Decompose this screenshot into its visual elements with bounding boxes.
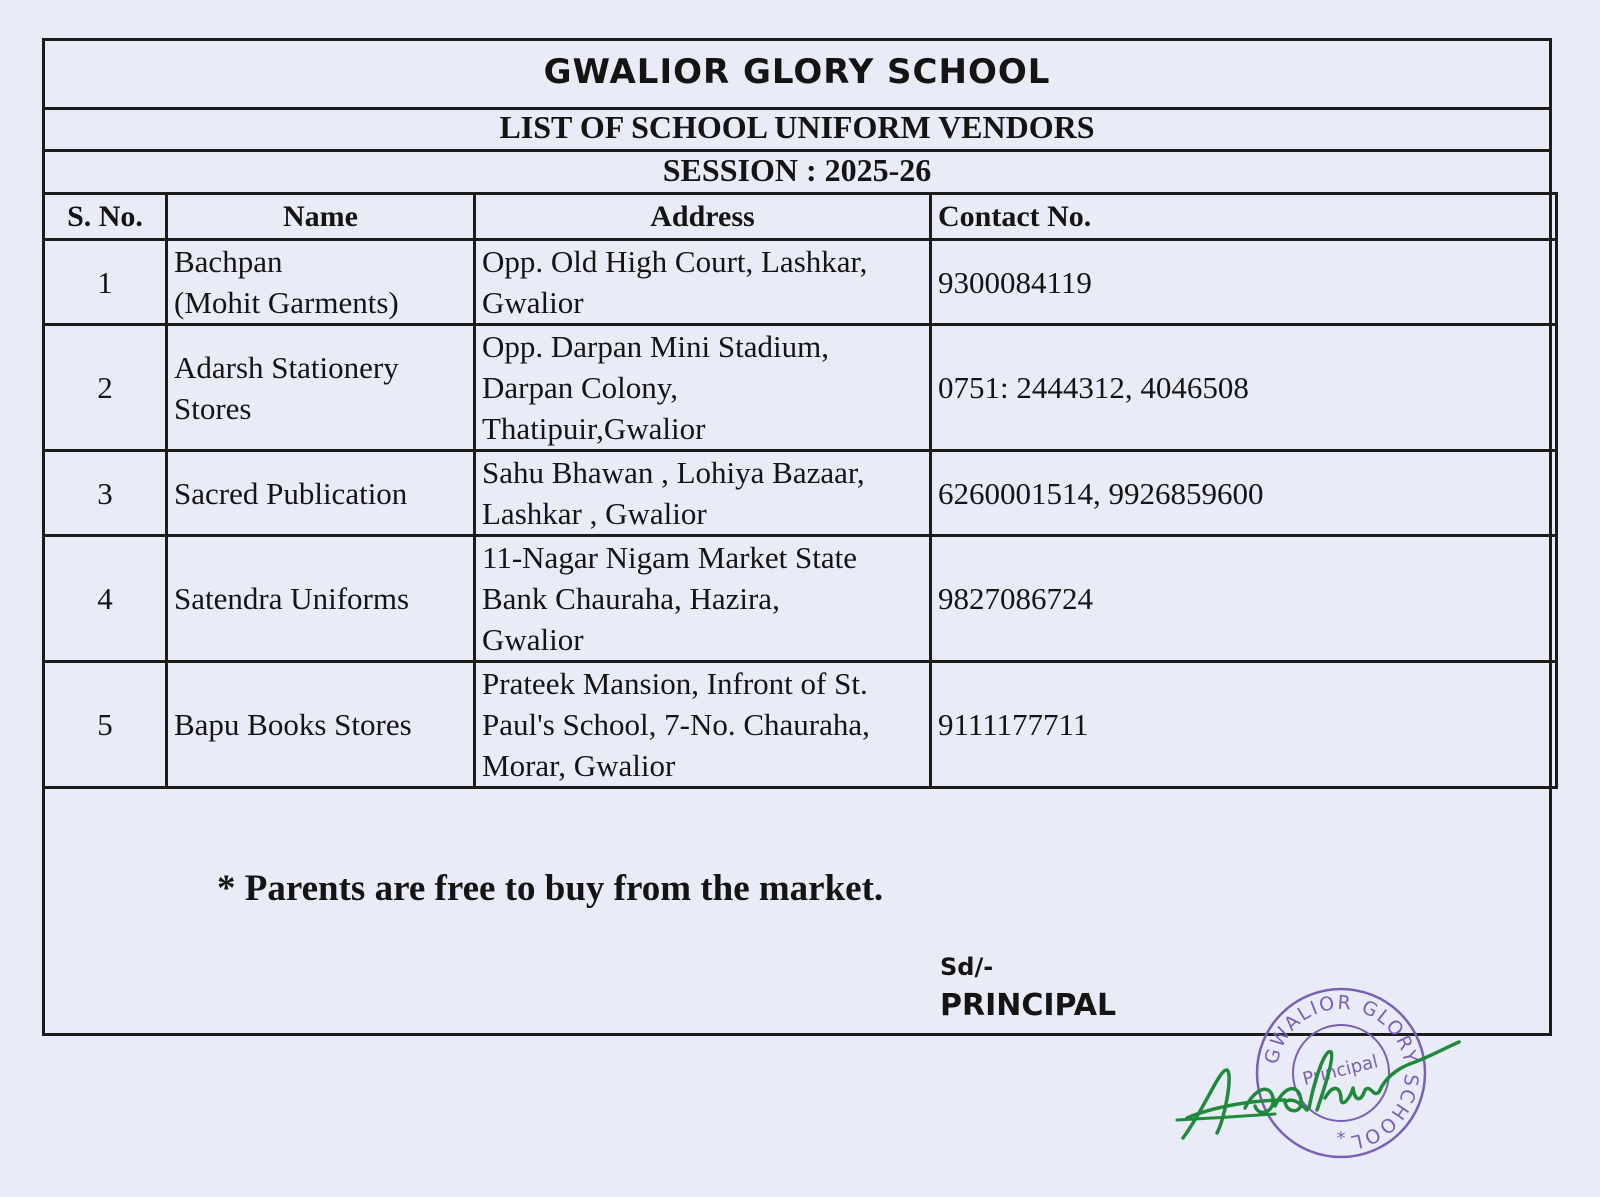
name-line: Sacred Publication [174,475,408,511]
column-header-address: Address [475,194,931,240]
address-line: 11-Nagar Nigam Market State [482,540,858,575]
address-cell [475,325,931,451]
session-label: SESSION : 2025-26 [45,149,1549,195]
signature-stroke [1183,1042,1459,1138]
column-header-name: Name [167,194,475,240]
name-cell [167,451,475,536]
table-row [44,536,1557,662]
table-row [44,240,1557,325]
name-line: Bachpan [174,244,283,279]
vendors-table [42,192,1558,789]
address-line: Darpan Colony, [482,370,679,405]
contact-cell: 6260001514, 9926859600 [931,451,1557,536]
address-line: Prateek Mansion, Infront of St. [482,666,868,701]
address-line: Sahu Bhawan , Lohiya Bazaar, [482,455,865,490]
name-line: (Mohit Garments) [174,285,399,320]
table-row [44,451,1557,536]
address-line: Paul's School, 7-No. Chauraha, [482,707,870,742]
footer-note: * Parents are free to buy from the market. [217,868,884,909]
name-line: Satendra Uniforms [174,581,410,616]
name-cell [167,240,475,325]
stamp-ring-textpath: GWALIOR GLORY SCHOOL [1260,991,1423,1154]
address-line: Lashkar , Gwalior [482,496,707,531]
vendor-list-sheet [42,38,1552,1036]
name-line: Adarsh Stationery [174,349,399,385]
stamp-center-text: Principal [1300,1051,1381,1091]
table-row [44,325,1557,451]
column-header-contact: Contact No. [931,194,1557,240]
contact-cell: 0751: 2444312, 4046508 [931,325,1557,451]
address-line: Gwalior [482,285,584,320]
sno-cell: 2 [44,325,167,451]
address-line: Gwalior [482,622,584,657]
table-header-row [44,194,1557,240]
address-cell [475,536,931,662]
name-line: Stores [174,390,252,426]
address-cell [475,240,931,325]
contact-cell: 9300084119 [931,240,1557,325]
address-line: Opp. Darpan Mini Stadium, [482,329,829,364]
column-header-sno: S. No. [44,194,167,240]
address-line: Thatipuir,Gwalior [482,411,706,446]
name-cell [167,325,475,451]
address-line: Morar, Gwalior [482,748,676,783]
table-row [44,662,1557,788]
name-line: Bapu Books Stores [174,707,412,742]
sno-cell: 1 [44,240,167,325]
sno-cell: 5 [44,662,167,788]
stamp-star: * [1336,1128,1346,1149]
sd-label: Sd/- [940,953,994,981]
address-line: Bank Chauraha, Hazira, [482,581,780,616]
school-name: GWALIOR GLORY SCHOOL [45,41,1549,110]
contact-cell: 9111177711 [931,662,1557,788]
address-line: Opp. Old High Court, Lashkar, [482,244,868,279]
address-cell [475,662,931,788]
principal-signature [1175,988,1465,1158]
sno-cell: 4 [44,536,167,662]
contact-cell: 9827086724 [931,536,1557,662]
principal-label: PRINCIPAL [940,988,1117,1023]
sno-cell: 3 [44,451,167,536]
name-cell [167,536,475,662]
address-cell [475,451,931,536]
name-cell [167,662,475,788]
list-title: LIST OF SCHOOL UNIFORM VENDORS [45,107,1549,152]
